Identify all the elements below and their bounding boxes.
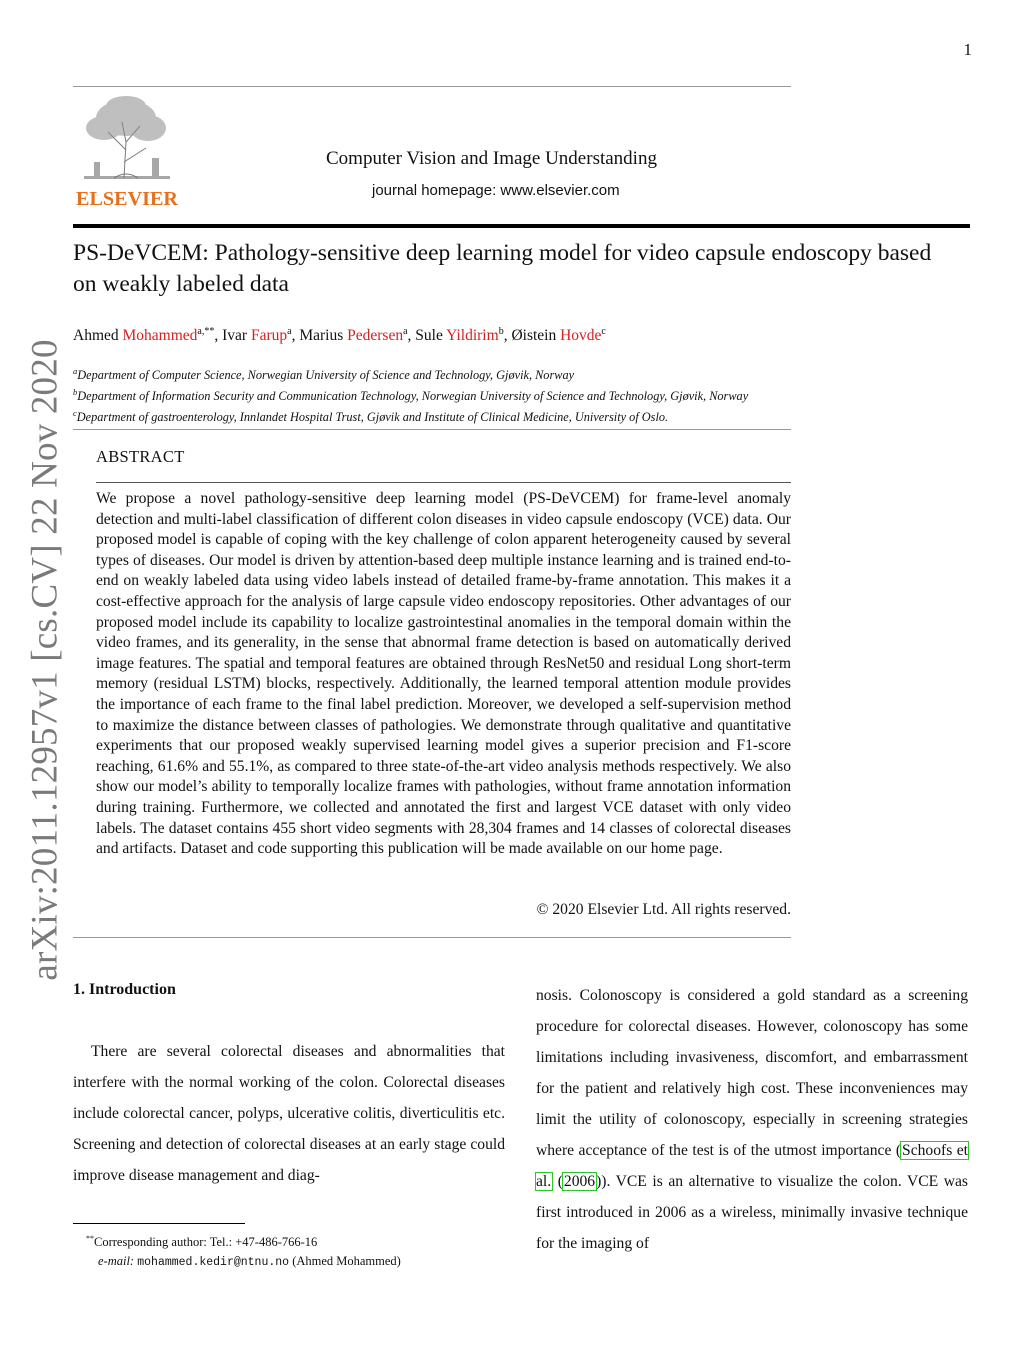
intro-left-column [73,1036,505,1191]
citation-separator: ( [552,1173,563,1190]
author-affiliation-marker: a [403,326,408,337]
author-first-name: Øistein [511,327,561,345]
intro-paragraph: There are several colorectal diseases and abnormalities that interfere with the normal working of the colon. Colorectal diseases include colorectal cancer, polyps, ulcerative colitis, diverticulitis etc. Screening and detection of colorectal diseases at an early stage could improve disease management and diag- [73,1043,505,1184]
author-last-name[interactable]: Farup [250,327,288,345]
page-number: 1 [963,40,972,59]
author-separator: , [503,327,512,345]
corresponding-author-note [86,1229,401,1252]
author-affiliation-marker: a,** [197,326,215,337]
author-first-name: Ahmed [73,327,123,345]
elsevier-wordmark: ELSEVIER [76,188,179,210]
affiliation-marker: c [73,408,77,419]
author-last-name[interactable]: Pedersen [347,327,404,345]
email-label: e-mail: [98,1254,135,1269]
journal-homepage: journal homepage: www.elsevier.com [372,182,620,199]
footnote-rule [73,1223,245,1224]
author-last-name[interactable]: Mohammed [122,327,198,345]
section-heading-introduction: 1. Introduction [73,981,176,998]
top-rule [73,86,791,87]
corresponding-author-text: Corresponding author: Tel.: +47-486-766-16 [94,1235,318,1250]
affiliation [73,363,748,384]
header-rule [73,224,970,228]
footnote-marker: ** [86,1234,94,1243]
citation-link-year[interactable]: 2006 [563,1173,596,1190]
email-address[interactable]: mohammed.kedir@ntnu.no [137,1256,290,1270]
author [222,327,299,344]
author-first-name: Ivar [222,327,251,345]
citation-link-author[interactable]: Schoofs et al. [536,1142,968,1190]
abstract-label: ABSTRACT [96,447,185,466]
author-last-name[interactable]: Yildirim [446,327,499,345]
author-list [73,326,606,345]
publisher-logo [74,92,180,210]
intro-right-column [536,980,968,1259]
author [511,327,605,344]
affiliation-text: Department of gastroenterology, Innlandet Hospital Trust, Gjøvik and Institute of Clinical Medicine, University of Oslo. [76,410,669,425]
affiliation-list [73,363,748,426]
author-separator: , [214,327,223,345]
affiliation-text: Department of Information Security and Communication Technology, Norwegian University of Science and Technology, Gjøvik, Norway [77,389,749,404]
intro-text-after-citation: )). VCE is an alternative to visualize the colon. VCE was first introduced in 2006 as a wireless, minimally invasive technique for the imaging of [536,1173,968,1252]
arxiv-identifier-stamp: arXiv:2011.12957v1 [cs.CV] 22 Nov 2020 [24,339,66,981]
author-affiliation-marker: a [287,326,292,337]
abstract-top-rule [73,429,791,430]
author-separator: , [291,327,300,345]
affiliation-text: Department of Computer Science, Norwegian University of Science and Technology, Gjøvik, Norway [77,368,575,383]
abstract-text: We propose a novel pathology-sensitive deep learning model (PS-DeVCEM) for frame-level anomaly detection and multi-label classification of different colon diseases in video capsule endoscopy (VCE) data. Our proposed model is capable of coping with the key challenge of colon apparent heterogeneity caused by several types of diseases. Our model is driven by attention-based deep multiple instance learning and is trained end-to-end on weakly labeled data using video labels instead of detailed frame-by-frame annotation. This makes it a cost-effective approach for the analysis of large capsule video endoscopy repositories. Other advantages of our proposed model include its capability to localize gastrointestinal anomalies in the temporal domain within the video frames, and its generality, in the sense that abnormal frame detection is based on automatically derived image features. The spatial and temporal features are obtained through ResNet50 and residual Long short-term memory (residual LSTM) blocks, respectively. Additionally, the learned temporal attention module provides the importance of each frame to the final label prediction. Moreover, we developed a self-supervision method to maximize the distance between classes of pathologies. We demonstrate through qualitative and quantitative experiments that our proposed weakly supervised learning model gives a superior precision and F1-score reaching, 61.6% and 55.1%, as compared to three state-of-the-art video analysis methods respectively. We also show our model’s ability to temporally localize frames with pathologies, without frame annotation information during training. Furthermore, we collected and annotated the first and largest VCE dataset with only video labels. The dataset contains 455 short video segments with 28,304 frames and 14 classes of colorectal diseases and artifacts. Dataset and code supporting this publication will be made available on our home page. [96,490,791,858]
paper-title: PS-DeVCEM: Pathology-sensitive deep learning model for video capsule endoscopy based on weakly labeled data [73,240,932,297]
elsevier-tree-icon [74,92,180,210]
affiliation-marker: b [73,387,78,398]
abstract-bottom-rule [73,937,791,938]
journal-title: Computer Vision and Image Understanding [326,148,657,169]
abstract-label-rule [96,482,791,483]
author-last-name[interactable]: Hovde [560,327,602,345]
email-note [86,1252,401,1272]
author-affiliation-marker: c [601,326,606,337]
author [415,327,511,344]
author-first-name: Sule [415,327,447,345]
author [299,327,415,344]
author-first-name: Marius [299,327,348,345]
copyright-notice: © 2020 Elsevier Ltd. All rights reserved. [536,901,791,918]
author-affiliation-marker: b [498,326,504,337]
intro-text-before-citation: nosis. Colonoscopy is considered a gold standard as a screening procedure for colorectal diseases. However, colonoscopy has some limitations including invasiveness, discomfort, and embarrassment for the patient and relatively high cost. These inconveniences may limit the utility of colonoscopy, especially in screening strategies where acceptance of the test is of the utmost importance ( [536,987,968,1159]
author-separator: , [407,327,416,345]
affiliation [73,384,748,405]
affiliation-marker: a [73,366,78,376]
affiliation [73,405,748,426]
email-owner: (Ahmed Mohammed) [292,1254,401,1269]
author [73,327,222,344]
footnote [86,1229,401,1272]
